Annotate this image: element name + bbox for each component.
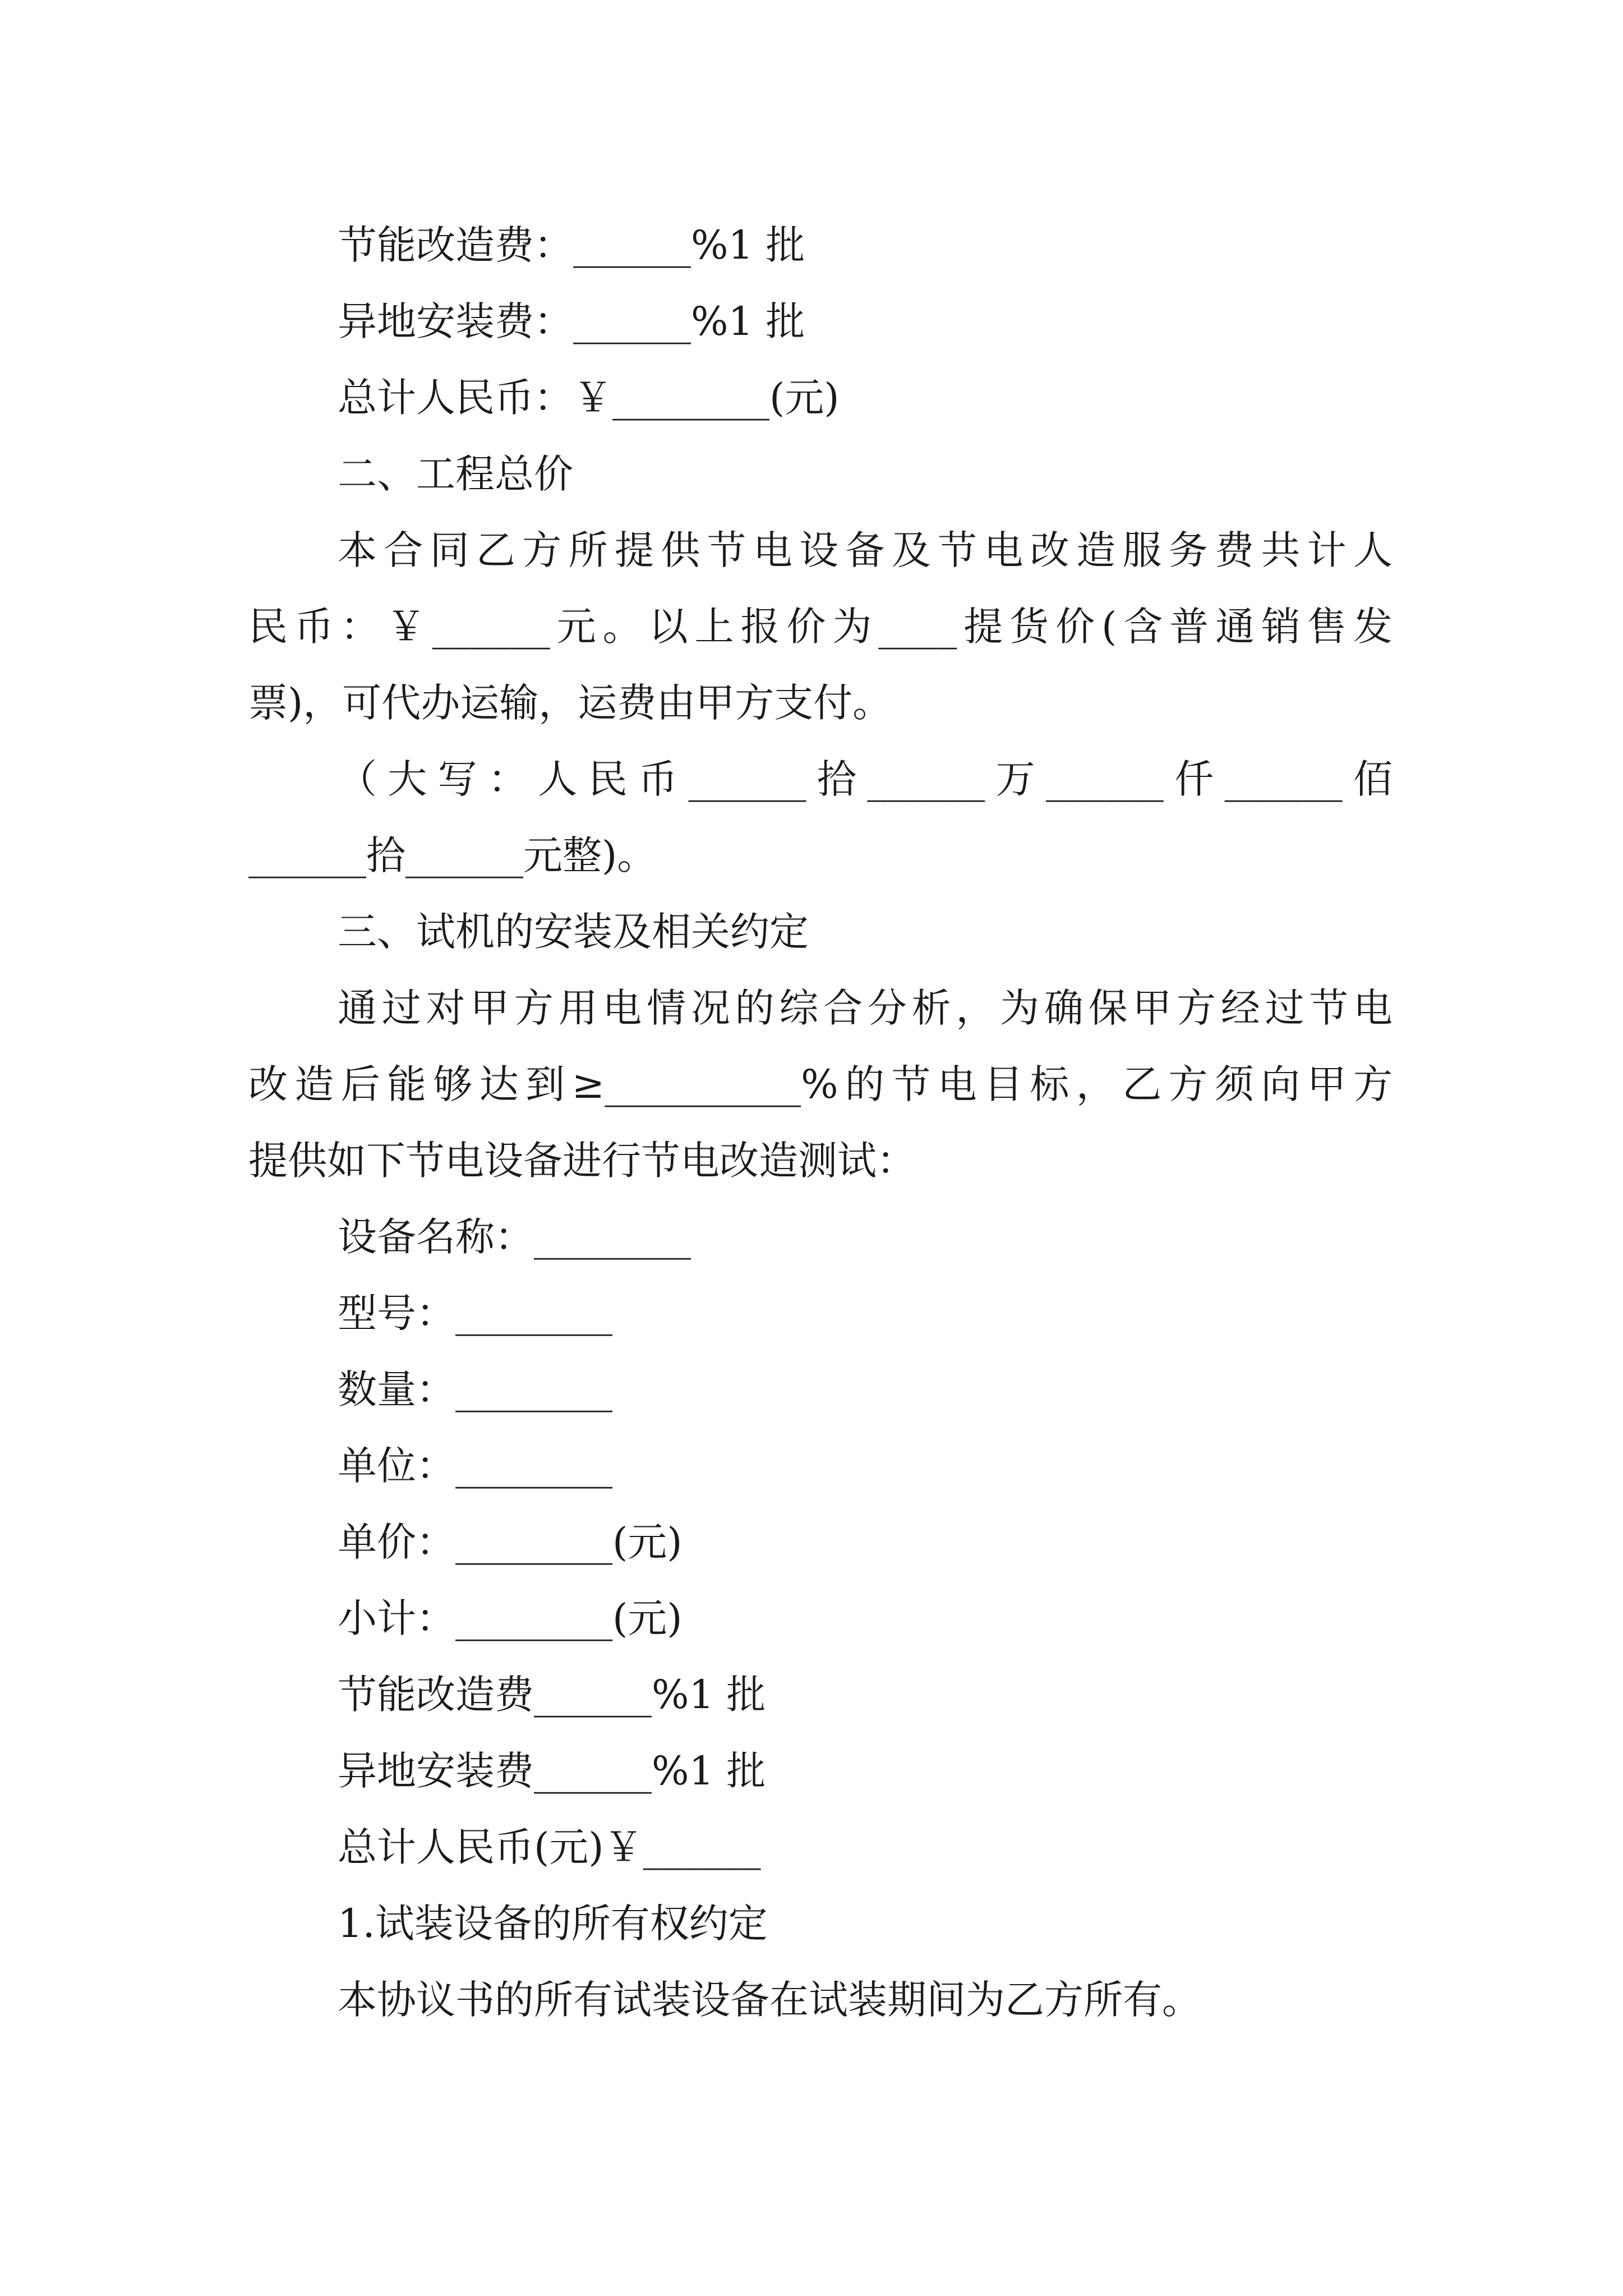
paragraph-line: 改造后能够达到≥__________%的节电目标，乙方须向甲方: [248, 1061, 1393, 1107]
total-rmb: 总计人民币：￥________(元): [338, 375, 840, 421]
amount-in-words-line: （大写：人民币______拾______万______仟______佰: [338, 756, 1393, 802]
paragraph-line: 提供如下节电设备进行节电改造测试：: [248, 1138, 916, 1184]
section-heading-3: 三、试机的安装及相关约定: [338, 909, 809, 955]
field-unit: 单位：________: [338, 1443, 612, 1489]
field-retrofit-fee: 节能改造费______%1 批: [338, 1672, 766, 1718]
paragraph-line: 本协议书的所有试装设备在试装期间为乙方所有。: [338, 1977, 1201, 2023]
fee-remote-install: 异地安装费：______%1 批: [338, 298, 805, 344]
subsection-heading-1: 1.试装设备的所有权约定: [338, 1901, 768, 1947]
paragraph-line: 本合同乙方所提供节电设备及节电改造服务费共计人: [338, 527, 1393, 573]
section-heading-2: 二、工程总价: [338, 451, 573, 497]
field-remote-install-fee: 异地安装费______%1 批: [338, 1748, 766, 1794]
field-total-rmb: 总计人民币(元)￥______: [338, 1824, 761, 1870]
paragraph-line: 票)，可代办运输，运费由甲方支付。: [248, 680, 892, 726]
field-device-name: 设备名称：________: [338, 1214, 691, 1260]
field-unit-price: 单价：________(元): [338, 1519, 683, 1565]
field-model: 型号：________: [338, 1290, 612, 1336]
amount-in-words-line: ______拾______元整)。: [248, 832, 657, 878]
paragraph-line: 通过对甲方用电情况的综合分析，为确保甲方经过节电: [338, 985, 1393, 1031]
field-subtotal: 小计：________(元): [338, 1595, 683, 1641]
field-quantity: 数量：________: [338, 1366, 612, 1412]
paragraph-line: 民币：￥______元。以上报价为____提货价(含普通销售发: [248, 604, 1393, 650]
fee-energy-retrofit: 节能改造费：______%1 批: [338, 222, 805, 268]
